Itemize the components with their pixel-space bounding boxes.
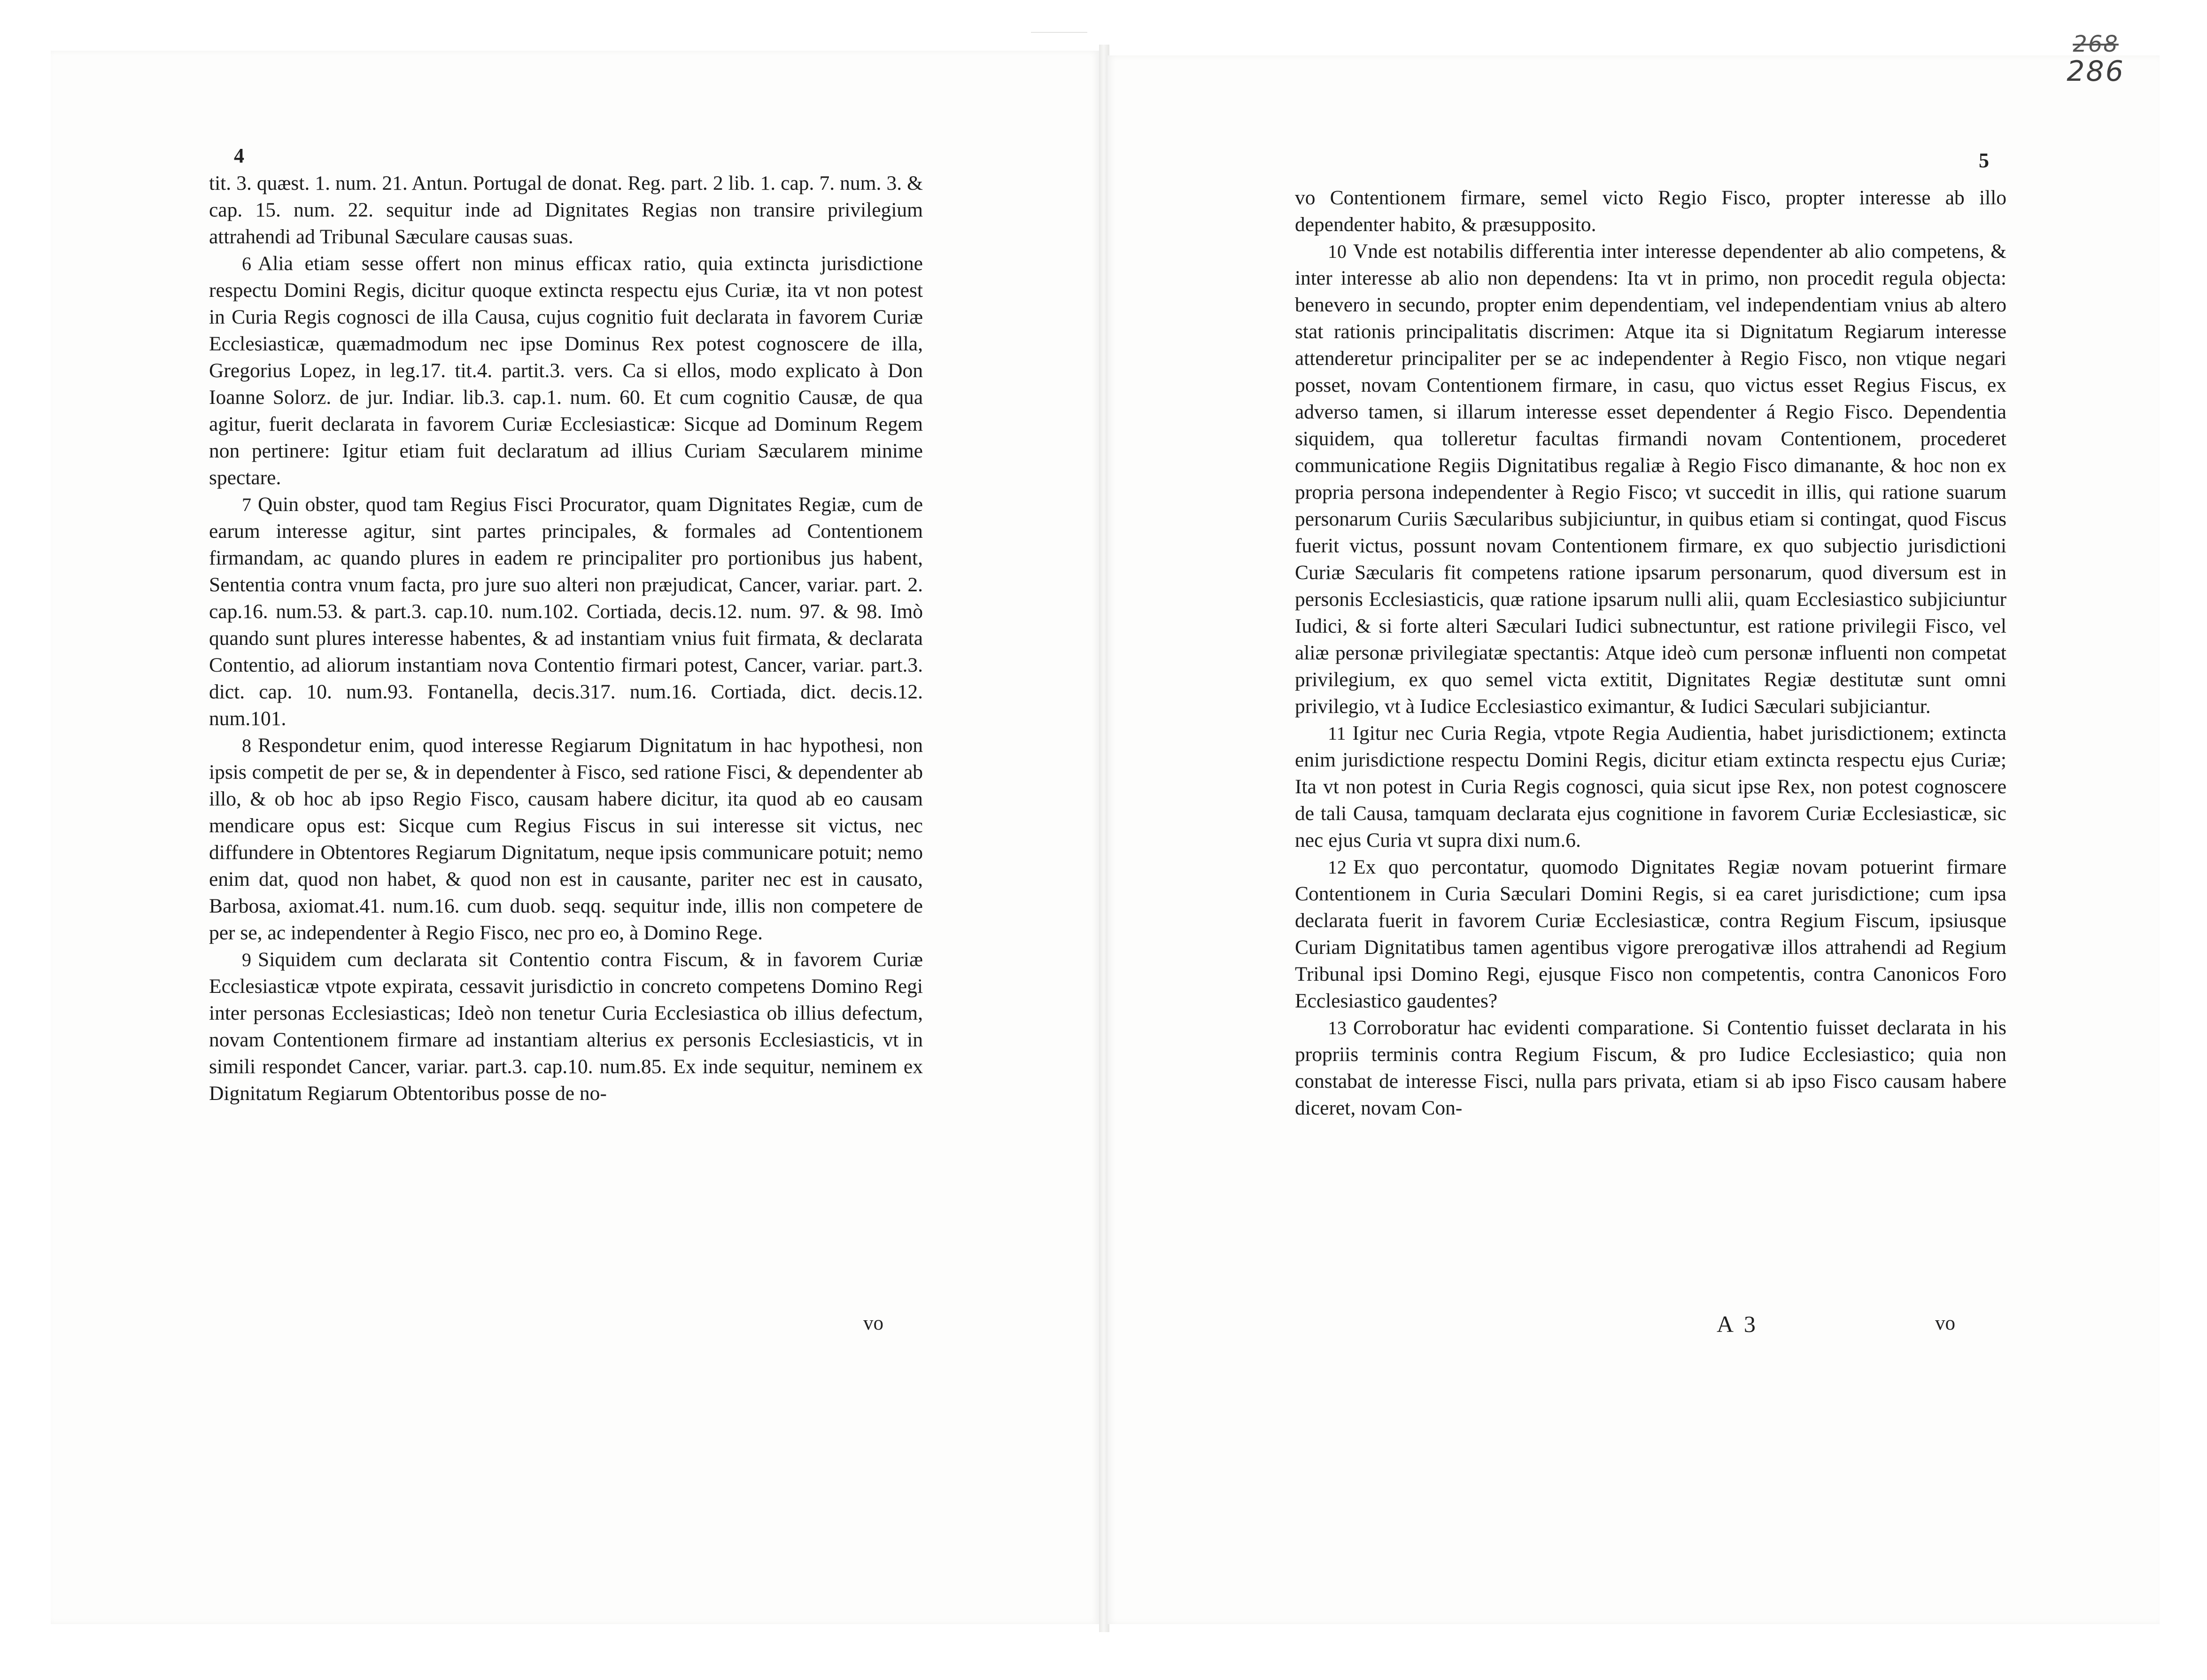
paragraph	[209, 491, 923, 732]
paragraph-text: Quin obster, quod tam Regius Fisci Procurator, quam Dignitates Regiæ, cum de earum interesse agitur, sint partes principales, & formales ad Contentionem firmandam, ac quando plures in eadem re principaliter pro portionibus jus habent, Sententia contra vnum facta, pro jure suo alteri non præjudicat, Cancer, variar. part. 2. cap.16. num.53. & part.3. cap.10. num.102. Cortiada, decis.12. num. 97. & 98. Imò quando sunt plures interesse habentes, & ad instantiam vnius fuit firmata, & declarata Contentio, ad aliorum instantiam nova Contentio firmari potest, Cancer, variar. part.3. dict. cap. 10. num.93. Fontanella, decis.317. num.16. Cortiada, dict. decis.12. num.101.	[209, 493, 923, 730]
archive-folio-annotation	[2063, 31, 2129, 88]
paragraph	[209, 732, 923, 946]
right-text-column	[1295, 185, 2006, 1122]
paragraph-number: 8	[242, 735, 251, 756]
left-catchword: vo	[863, 1312, 883, 1334]
paragraph-number: 7	[242, 494, 251, 515]
paragraph-text: tit. 3. quæst. 1. num. 21. Antun. Portugal de donat. Reg. part. 2 lib. 1. cap. 7. num. 3. & cap. 15. num. 22. sequitur inde ad Dignitates Regias non transire privilegium attrahendi ad Tribunal Sæculare causas suas.	[209, 172, 923, 248]
paragraph-number: 11	[1328, 723, 1346, 744]
old-folio-number: 268	[2073, 31, 2119, 57]
paragraph-text: Alia etiam sesse offert non minus efficax ratio, quia extincta jurisdictione respectu Domini Regis, dicitur quoque extincta respectu ejus Curiæ, ita vt non potest in Curia Regis cognosci de illa Causa, cujus cognitio fuit declarata in favorem Curiæ Ecclesiasticæ, quæmadmodum nec ipse Dominus Rex potest cognoscere de illa, Gregorius Lopez, in leg.17. tit.4. partit.3. vers. Ca si ellos, modo explicato à Don Ioanne Solorz. de jur. Indiar. lib.3. cap.1. num. 60. Et cum cognitio Causæ, de qua agitur, fuerit declarata in favorem Curiæ Ecclesiasticæ: Sicque ad Dominum Regem non pertinere: Igitur etiam fuit declaratum ad illius Curiam Sæcularem minime spectare.	[209, 252, 923, 489]
paragraph-text: Siquidem cum declarata sit Contentio contra Fiscum, & in favorem Curiæ Ecclesiasticæ vtpote expirata, cessavit jurisdictio in concreto competens Domino Regi inter personas Ecclesiasticas; Ideò non tenetur Curia Ecclesiastica ob illius defectum, novam Contentionem firmare ad instantiam alterius ex personis Ecclesiasticis, vt in simili respondet Cancer, variar. part.3. cap.10. num.85. Ex inde sequitur, neminem ex Dignitatum Regiarum Obtentoribus posse de no-	[209, 948, 923, 1105]
right-page-number: 5	[1979, 149, 1989, 172]
paragraph	[1295, 238, 2006, 720]
paragraph-number: 13	[1328, 1017, 1347, 1038]
paper-fold-mark	[1031, 8, 1087, 33]
paragraph	[1295, 720, 2006, 854]
paragraph-number: 6	[242, 253, 251, 274]
paragraph	[1295, 1014, 2006, 1122]
left-page-number: 4	[234, 144, 244, 167]
paragraph-number: 10	[1328, 241, 1347, 262]
paragraph-text: vo Contentionem firmare, semel victo Regio Fisco, propter interesse ab illo dependenter habito, & præsupposito.	[1295, 186, 2006, 236]
paragraph-text: Respondetur enim, quod interesse Regiarum Dignitatum in hac hypothesi, non ipsis competit de per se, & in dependenter à Fisco, sed ratione Fisci, & dependenter ab illo, & ob hoc ab ipso Regio Fisco, causam habere dicitur, ita quod ab eo causam mendicare opus est: Sicque cum Regius Fiscus in sui interesse sit victus, nec diffundere in Obtentores Regiarum Dignitatum, neque ipsis communicare potuit; nemo enim dat, quod non habet, & quod non est in causante, pariter nec est in causato, Barbosa, axiomat.41. num.16. cum duob. seqq. sequitur inde, illis non competere de per se, ac independenter à Regio Fisco, nec pro eo, à Domino Rege.	[209, 734, 923, 944]
new-folio-number: 286	[2067, 55, 2125, 88]
left-text-column	[209, 170, 923, 1107]
paragraph	[1295, 185, 2006, 238]
paragraph	[209, 170, 923, 250]
right-catchword: vo	[1935, 1312, 1955, 1334]
paragraph	[209, 946, 923, 1107]
paragraph-text: Ex quo percontatur, quomodo Dignitates Regiæ novam potuerint firmare Contentionem in Curia Sæculari Domini Regis, si ea caret jurisdictione; cum ipsa declarata fuerit in favorem Curiæ Ecclesiasticæ, contra Regium Fiscum, ipsiusque Curiam Dignitatibus tamen agentibus vigore prerogativæ illos attrahendi ad Regium Tribunal ipsi Domino Regi, ejusque Fisco non competentis, contra Canonicos Foro Ecclesiastico gaudentes?	[1295, 856, 2006, 1012]
paragraph-number: 9	[242, 949, 251, 970]
paragraph-text: Vnde est notabilis differentia inter interesse dependenter ab alio competens, & inter interesse ab alio non dependens: Ita vt in primo, non procedit regula objecta: benevero in secundo, propter enim dependentiam, vel independentiam vnius ab altero stat rationis principalitatis discrimen: Atque ita si Dignitatum Regiarum interesse attenderetur principaliter per se ac independenter à Regio Fisco, non vtique negari posset, novam Contentionem firmare, in casu, quo victus esset Regius Fiscus, ex adverso tamen, si illarum interesse esset dependenter á Regio Fisco. Dependentia siquidem, qua tolleretur facultas firmandi novam Contentionem, procederet communicatione Regiis Dignitatibus regaliæ à Regio Fisco dimanante, & hoc non ex propria persona independenter à Regio Fisco; vt succedit in illis, qui ratione suarum personarum Curiis Sæcularibus subjiciuntur, in quibus etiam si contingat, quod Fiscus fuerit victus, possunt novam Contentionem firmare, ex quo subjectio jurisdictioni Curiæ Sæcularis fit competens ratione ipsarum personarum, quod diversum est in personis Ecclesiasticis, quæ ratione ipsarum nulli alii, quam Ecclesiastico subjiciuntur Iudici, & si forte alteri Sæculari Iudici subnectuntur, est ratione privilegii Fisco, vel aliæ personæ privilegiatæ spectantis: Atque ideò cum personæ influenti non competat privilegium, ex quo semel victa extitit, Dignitates Regiæ destitutæ sunt omni privilegio, vt à Iudice Ecclesiastico eximantur, & Iudici Sæculari subjiciantur.	[1295, 240, 2006, 718]
paragraph	[1295, 854, 2006, 1014]
paragraph	[209, 250, 923, 491]
paragraph-number: 12	[1328, 857, 1347, 878]
paragraph-text: Igitur nec Curia Regia, vtpote Regia Audientia, habet jurisdictionem; extincta enim jurisdictione respectu Domini Regis, dicitur etiam extincta respectu ejus Curiæ; Ita vt non potest in Curia Regis cognosci, quia sicut ipse Rex, non potest cognoscere de tali Causa, tamquam declarata ejus cognitione in favorem Curiæ Ecclesiasticæ, sic nec ejus Curia vt supra dixi num.6.	[1295, 722, 2006, 852]
gathering-signature: A 3	[1717, 1311, 1758, 1337]
paragraph-text: Corroboratur hac evidenti comparatione. Si Contentio fuisset declarata in his propriis terminis contra Regium Fiscum, & pro Iudice Ecclesiastico; quia non constabat de interesse Fisci, nulla pars privata, etiam si ab ipso Fisco causam habere diceret, novam Con-	[1295, 1016, 2006, 1119]
